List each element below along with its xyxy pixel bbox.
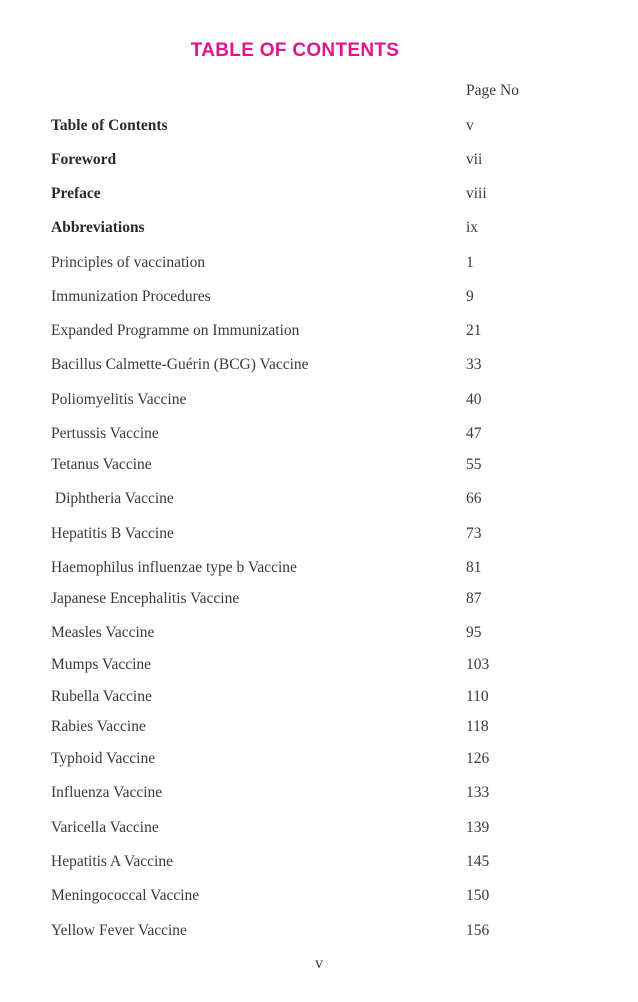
toc-entry-page-number: 139	[466, 819, 490, 836]
toc-entry-page-number: 150	[466, 887, 490, 904]
page-title: TABLE OF CONTENTS	[190, 40, 400, 61]
toc-entry-title: Typhoid Vaccine	[51, 750, 156, 767]
toc-entry	[51, 557, 611, 579]
toc-entry	[51, 782, 611, 804]
toc-entry-page-number: 55	[466, 456, 482, 473]
toc-entry	[51, 885, 611, 907]
toc-entry-page-number: 21	[466, 322, 482, 339]
toc-entry-title: Hepatitis B Vaccine	[51, 525, 174, 542]
toc-entry-page-number: 145	[466, 853, 490, 870]
toc-entry	[51, 851, 611, 873]
toc-entry-page-number: 9	[466, 288, 474, 305]
toc-entry-page-number: ix	[466, 219, 479, 236]
toc-entry-title: Mumps Vaccine	[51, 656, 152, 673]
page-no-column-header: Page No	[466, 82, 519, 99]
toc-entry	[51, 320, 611, 342]
toc-entry	[51, 716, 611, 738]
toc-entry-title: Varicella Vaccine	[51, 819, 159, 836]
toc-entry-page-number: viii	[466, 185, 487, 202]
toc-entry-page-number: 47	[466, 425, 482, 442]
toc-entry-title: Influenza Vaccine	[51, 784, 163, 801]
toc-entry-title: Poliomyelitis Vaccine	[51, 391, 187, 408]
toc-entry-title: Table of Contents	[51, 117, 168, 134]
toc-entry	[51, 817, 611, 839]
toc-entry-page-number: 103	[466, 656, 490, 673]
toc-entry-title: Foreword	[51, 151, 117, 168]
toc-entry-page-number: 110	[466, 688, 489, 705]
toc-entry-page-number: v	[466, 117, 474, 134]
toc-entry-title: Rubella Vaccine	[51, 688, 152, 705]
toc-entry-page-number: 40	[466, 391, 482, 408]
toc-entry-title: Measles Vaccine	[51, 624, 155, 641]
toc-entry-page-number: 118	[466, 718, 489, 735]
toc-entry	[51, 286, 611, 308]
toc-entry-page-number: 87	[466, 590, 482, 607]
toc-entry	[51, 588, 611, 610]
toc-entry	[51, 454, 611, 476]
toc-entry	[51, 488, 611, 510]
toc-entry	[51, 423, 611, 445]
toc-entry	[51, 149, 611, 171]
toc-entry-page-number: 66	[466, 490, 482, 507]
toc-entry	[51, 920, 611, 942]
toc-entry	[51, 686, 611, 708]
toc-entry	[51, 115, 611, 137]
toc-entry-page-number: 73	[466, 525, 482, 542]
toc-entry	[51, 523, 611, 545]
toc-entry-title: Haemophilus influenzae type b Vaccine	[51, 559, 297, 576]
toc-entry-page-number: vii	[466, 151, 483, 168]
toc-entry	[51, 389, 611, 411]
toc-entry-title: Bacillus Calmette-Guérin (BCG) Vaccine	[51, 356, 309, 373]
toc-entry-title: Principles of vaccination	[51, 254, 206, 271]
toc-entry	[51, 354, 611, 376]
toc-entry-page-number: 156	[466, 922, 490, 939]
toc-entry-page-number: 95	[466, 624, 482, 641]
toc-entry-page-number: 133	[466, 784, 490, 801]
toc-entry	[51, 183, 611, 205]
toc-entry-page-number: 1	[466, 254, 474, 271]
toc-entry-title: Abbreviations	[51, 219, 145, 236]
footer-page-number: v	[315, 955, 323, 972]
toc-entry-title: Yellow Fever Vaccine	[51, 922, 187, 939]
toc-entry-title: Meningococcal Vaccine	[51, 887, 200, 904]
toc-entry	[51, 217, 611, 239]
toc-entry-title: Rabies Vaccine	[51, 718, 146, 735]
toc-entry-title: Preface	[51, 185, 101, 202]
toc-entry-title: Japanese Encephalitis Vaccine	[51, 590, 240, 607]
toc-entry	[51, 622, 611, 644]
toc-entry-page-number: 81	[466, 559, 482, 576]
toc-entry-title: Immunization Procedures	[51, 288, 211, 305]
toc-entry-title: Pertussis Vaccine	[51, 425, 159, 442]
toc-entry-title: Expanded Programme on Immunization	[51, 322, 300, 339]
toc-entry	[51, 748, 611, 770]
toc-entry-page-number: 126	[466, 750, 490, 767]
toc-entry-title: Hepatitis A Vaccine	[51, 853, 173, 870]
toc-entry-title: Tetanus Vaccine	[51, 456, 152, 473]
toc-entry-page-number: 33	[466, 356, 482, 373]
toc-entry	[51, 252, 611, 274]
toc-entry	[51, 654, 611, 676]
toc-entry-title: Diphtheria Vaccine	[51, 490, 174, 507]
